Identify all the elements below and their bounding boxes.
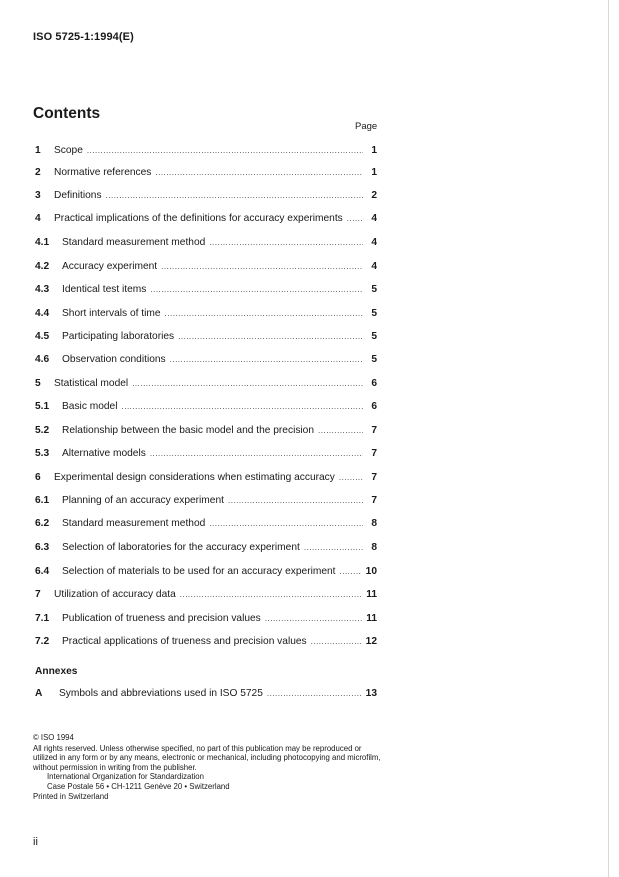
annex-entry-label: Symbols and abbreviations used in ISO 5725 xyxy=(59,688,263,699)
toc-entry[interactable] xyxy=(35,145,377,159)
toc-entry[interactable] xyxy=(35,401,377,415)
page-column-header: Page xyxy=(355,121,378,132)
toc-entry[interactable] xyxy=(35,354,377,368)
annex-entry-letter: A xyxy=(35,688,43,699)
toc-entry[interactable] xyxy=(35,542,377,556)
toc-entry-label: Publication of trueness and precision values xyxy=(62,613,261,624)
toc-entry-page: 7 xyxy=(371,448,377,459)
toc-entry-page: 12 xyxy=(365,636,377,647)
toc-entry-label: Observation conditions xyxy=(62,354,166,365)
toc-entry-number: 4.5 xyxy=(35,331,50,342)
copyright-notice: © ISO 1994 xyxy=(33,733,74,742)
toc-entry-number: 5.2 xyxy=(35,425,50,436)
toc-leader-dots xyxy=(180,590,362,599)
toc-entry[interactable] xyxy=(35,308,377,322)
toc-entry-number: 6 xyxy=(35,472,41,483)
toc-entry-page: 7 xyxy=(371,495,377,506)
toc-entry-number: 7 xyxy=(35,589,41,600)
toc-entry[interactable] xyxy=(35,190,377,204)
toc-leader-dots xyxy=(228,496,363,505)
toc-entry-page: 2 xyxy=(371,190,377,201)
toc-entry[interactable] xyxy=(35,213,377,227)
toc-entry[interactable] xyxy=(35,448,377,462)
annex-entry[interactable] xyxy=(35,688,377,702)
toc-entry[interactable] xyxy=(35,589,377,603)
postal-address: Case Postale 56 • CH-1211 Genève 20 • Switzerland xyxy=(47,781,230,791)
toc-entry-number: 5.1 xyxy=(35,401,50,412)
toc-entry-label: Statistical model xyxy=(54,378,129,389)
toc-entry[interactable] xyxy=(35,425,377,439)
toc-leader-dots xyxy=(265,614,362,623)
toc-leader-dots xyxy=(106,191,363,200)
toc-leader-dots xyxy=(311,637,362,646)
toc-leader-dots xyxy=(340,567,362,576)
toc-entry-page: 8 xyxy=(371,518,377,529)
toc-entry-number: 1 xyxy=(35,145,41,156)
toc-entry-page: 4 xyxy=(371,261,377,272)
page-edge-rule xyxy=(608,0,609,877)
toc-leader-dots xyxy=(161,262,363,271)
toc-entry-number: 6.1 xyxy=(35,495,50,506)
toc-entry-label: Normative references xyxy=(54,167,152,178)
toc-leader-dots xyxy=(165,309,363,318)
toc-entry-page: 5 xyxy=(371,331,377,342)
toc-entry-page: 1 xyxy=(371,167,377,178)
toc-entry-label: Selection of materials to be used for an accuracy experiment xyxy=(62,566,336,577)
toc-leader-dots xyxy=(318,426,363,435)
toc-entry-page: 10 xyxy=(365,566,377,577)
toc-leader-dots xyxy=(150,285,363,294)
toc-entry-number: 4.3 xyxy=(35,284,50,295)
toc-entry-number: 2 xyxy=(35,167,41,178)
annexes-heading: Annexes xyxy=(35,666,78,677)
toc-leader-dots xyxy=(267,689,362,698)
document-id-header: ISO 5725-1:1994(E) xyxy=(33,31,134,43)
toc-entry[interactable] xyxy=(35,566,377,580)
toc-entry[interactable] xyxy=(35,613,377,627)
toc-entry-label: Short intervals of time xyxy=(62,308,161,319)
toc-entry[interactable] xyxy=(35,331,377,345)
toc-entry-page: 5 xyxy=(371,354,377,365)
toc-entry-page: 1 xyxy=(371,145,377,156)
toc-leader-dots xyxy=(122,402,364,411)
toc-leader-dots xyxy=(170,355,363,364)
toc-entry-number: 6.3 xyxy=(35,542,50,553)
toc-entry-page: 7 xyxy=(371,472,377,483)
toc-entry-page: 6 xyxy=(371,378,377,389)
toc-entry-label: Scope xyxy=(54,145,83,156)
toc-leader-dots xyxy=(87,146,363,155)
toc-entry-page: 5 xyxy=(371,284,377,295)
toc-entry-page: 8 xyxy=(371,542,377,553)
toc-entry-page: 11 xyxy=(366,613,377,624)
toc-entry-label: Identical test items xyxy=(62,284,147,295)
toc-leader-dots xyxy=(178,332,363,341)
toc-entry-label: Standard measurement method xyxy=(62,518,206,529)
toc-entry-number: 7.1 xyxy=(35,613,50,624)
toc-leader-dots xyxy=(304,543,363,552)
toc-entry-label: Basic model xyxy=(62,401,118,412)
toc-entry-number: 4.2 xyxy=(35,261,50,272)
toc-entry-label: Experimental design considerations when estimating accuracy xyxy=(54,472,335,483)
toc-entry-number: 7.2 xyxy=(35,636,50,647)
toc-entry-page: 4 xyxy=(371,213,377,224)
printed-in: Printed in Switzerland xyxy=(33,792,109,801)
toc-entry-number: 3 xyxy=(35,190,41,201)
toc-entry-number: 6.4 xyxy=(35,566,50,577)
toc-entry-label: Utilization of accuracy data xyxy=(54,589,176,600)
toc-entry[interactable] xyxy=(35,472,377,486)
toc-entry-label: Alternative models xyxy=(62,448,146,459)
publisher-address xyxy=(33,772,383,791)
toc-entry-number: 6.2 xyxy=(35,518,50,529)
toc-entry-page: 5 xyxy=(371,308,377,319)
toc-entry[interactable] xyxy=(35,636,377,650)
toc-entry-page: 4 xyxy=(371,237,377,248)
toc-entry-page: 6 xyxy=(371,401,377,412)
toc-entry[interactable] xyxy=(35,378,377,392)
toc-entry-number: 4.6 xyxy=(35,354,50,365)
toc-leader-dots xyxy=(150,449,363,458)
copyright-block xyxy=(33,733,383,802)
rights-statement: All rights reserved. Unless otherwise specified, no part of this publication may be reproduced or utilized in any form or by any means, electronic or mechanical, including photocopying and microfilm, without permission in writing from the publisher. xyxy=(33,743,381,772)
toc-entry-number: 5.3 xyxy=(35,448,50,459)
toc-leader-dots xyxy=(347,214,363,223)
toc-leader-dots xyxy=(339,473,363,482)
toc-entry[interactable] xyxy=(35,518,377,532)
toc-entry-label: Definitions xyxy=(54,190,102,201)
toc-leader-dots xyxy=(209,238,363,247)
toc-entry-label: Practical implications of the definitions for accuracy experiments xyxy=(54,213,343,224)
annex-entry-page: 13 xyxy=(365,688,377,699)
toc-entry[interactable] xyxy=(35,495,377,509)
toc-entry-label: Practical applications of trueness and precision values xyxy=(62,636,307,647)
toc-entry-number: 4.4 xyxy=(35,308,50,319)
toc-entry-label: Standard measurement method xyxy=(62,237,206,248)
toc-entry-number: 4.1 xyxy=(35,237,50,248)
toc-entry-label: Planning of an accuracy experiment xyxy=(62,495,224,506)
toc-entry-number: 5 xyxy=(35,378,41,389)
toc-entry-label: Selection of laboratories for the accuracy experiment xyxy=(62,542,300,553)
toc-leader-dots xyxy=(132,379,363,388)
toc-entry-label: Accuracy experiment xyxy=(62,261,158,272)
toc-entry-page: 11 xyxy=(366,589,377,600)
toc-entry-label: Relationship between the basic model and the precision xyxy=(62,425,315,436)
toc-entry-number: 4 xyxy=(35,213,41,224)
toc-entry[interactable] xyxy=(35,237,377,251)
contents-title: Contents xyxy=(33,105,101,122)
page-number: ii xyxy=(33,836,38,848)
toc-entry[interactable] xyxy=(35,261,377,275)
toc-leader-dots xyxy=(209,519,363,528)
toc-entry[interactable] xyxy=(35,167,377,181)
toc-entry[interactable] xyxy=(35,284,377,298)
toc-leader-dots xyxy=(155,168,363,177)
toc-entry-page: 7 xyxy=(371,425,377,436)
organization-name: International Organization for Standardization xyxy=(47,772,204,781)
toc-entry-label: Participating laboratories xyxy=(62,331,175,342)
